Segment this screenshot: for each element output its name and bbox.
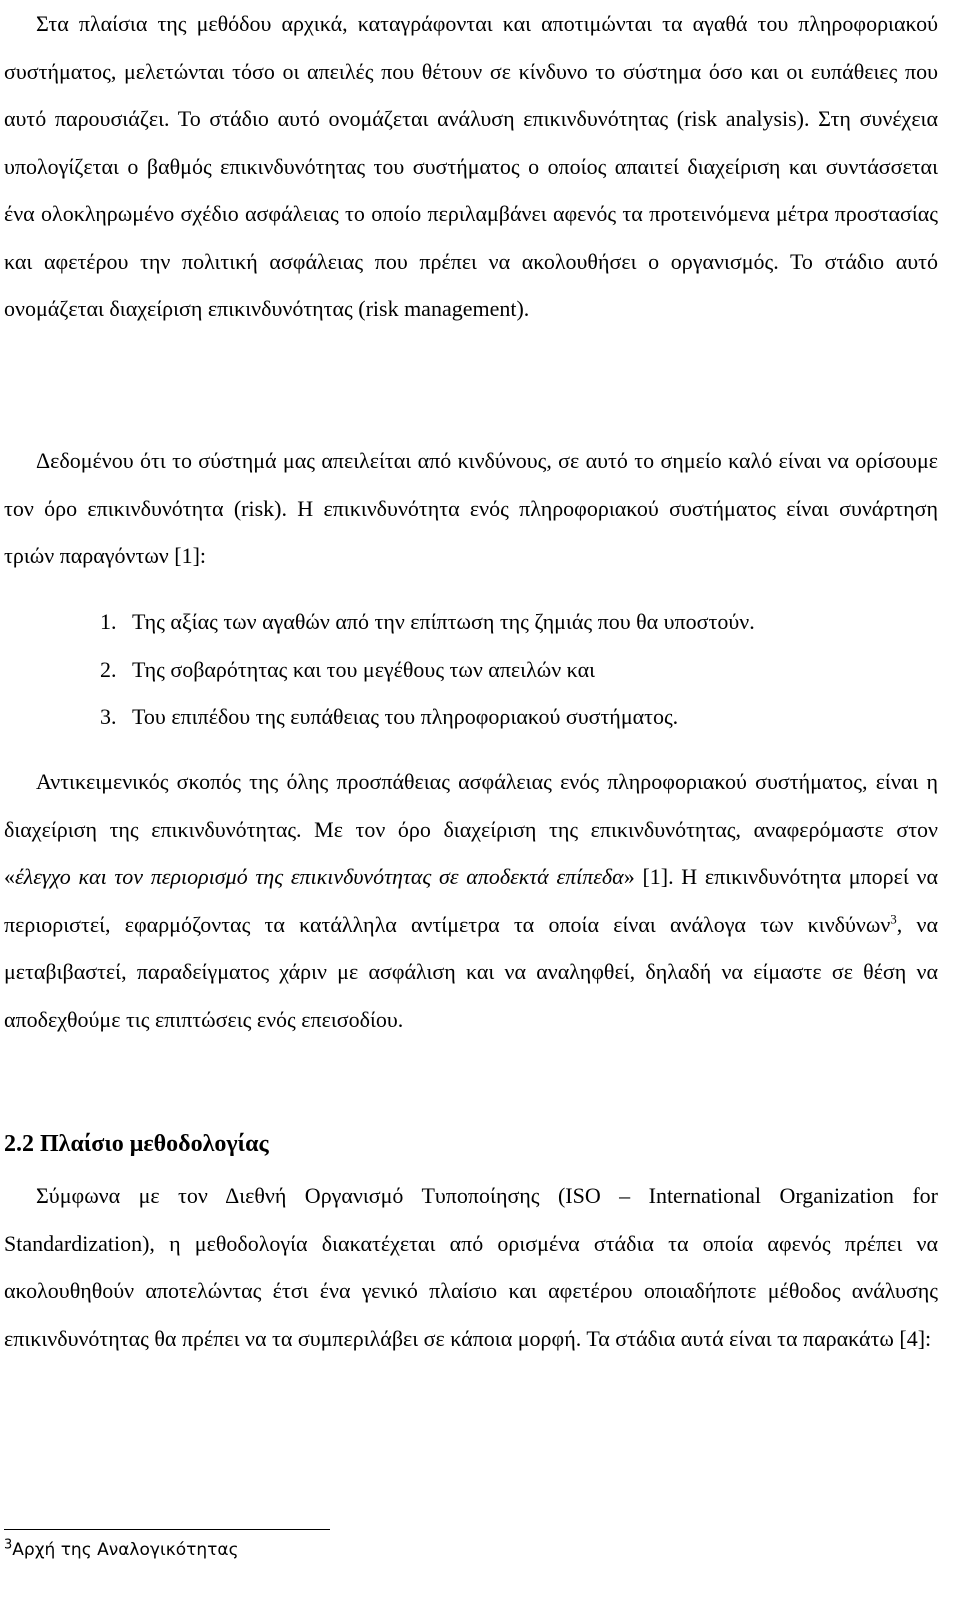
footnote-reference[interactable]: 3 — [890, 911, 897, 927]
risk-factors-list — [100, 598, 755, 741]
list-number: 3. — [100, 704, 117, 729]
paragraph-text: Δεδομένου ότι το σύστημά μας απειλείται από κινδύνους, σε αυτό το σημείο καλό είναι να ορίσουμε τον όρο επικινδυνότητα (risk). Η επικινδυνότητα ενός πληροφοριακού συστήματος είναι συνάρτηση τριών παραγόντων [1]: — [4, 448, 938, 568]
list-item — [100, 693, 755, 741]
paragraph-text: » [1]. Η επικινδυνότητα μπορεί να περιοριστεί, εφαρμόζοντας τα κατάλληλα αντίμετρα τα οποία είναι ανάλογα των κινδύνων — [4, 864, 939, 937]
list-item — [100, 598, 755, 646]
list-number: 1. — [100, 609, 117, 634]
paragraph-risk-management — [4, 758, 938, 1043]
list-text: Της σοβαρότητας και του μεγέθους των απειλών και — [132, 656, 596, 682]
list-text: Της αξίας των αγαθών από την επίπτωση της ζημιάς που θα υποστούν. — [132, 609, 755, 634]
italic-quote: έλεγχο και τον περιορισμό της επικινδυνότητας σε αποδεκτά επίπεδα — [15, 864, 624, 889]
footnote-marker: 3 — [4, 1537, 13, 1553]
paragraph-risk-definition — [4, 437, 938, 580]
paragraph-risk-analysis — [4, 0, 938, 333]
list-number: 2. — [100, 656, 117, 682]
footnote-separator — [4, 1529, 330, 1530]
paragraph-text: Αντικειμενικός σκοπός της όλης προσπάθειας ασφάλειας ενός πληροφοριακού συστήματος, είναι η διαχείριση της επικινδυνότητας. Με τον όρο διαχείριση της επικινδυνότητας, αναφερόμαστε στον « — [4, 769, 938, 889]
list-item — [100, 646, 755, 694]
paragraph-iso-methodology — [4, 1172, 938, 1362]
paragraph-text: Σύμφωνα με τον Διεθνή Οργανισμό Τυποποίησης (ISO – International Organization for Standardization), η μεθοδολογία διακατέχεται από ορισμένα στάδια τα οποία αφενός πρέπει να ακολουθηθούν αποτελώντας έτσι ένα γενικό πλαίσιο και αφετέρου οποιαδήποτε μέθοδος ανάλυσης επικινδυνότητας θα πρέπει να τα συμπεριλάβει σε κάποια μορφή. Τα στάδια αυτά είναι τα παρακάτω [4]: — [4, 1183, 938, 1351]
paragraph-text: Στα πλαίσια της μεθόδου αρχικά, καταγράφονται και αποτιμώνται τα αγαθά του πληροφοριακού συστήματος, μελετώνται τόσο οι απειλές που θέτουν σε κίνδυνο το σύστημα όσο και οι ευπάθειες που αυτό παρουσιάζει. Το στάδιο αυτό ονομάζεται ανάλυση επικινδυνότητας (risk analysis). Στη συνέχεια υπολογίζεται ο βαθμός επικινδυνότητας του συστήματος ο οποίος απαιτεί διαχείριση και συντάσσεται ένα ολοκληρωμένο σχέδιο ασφάλειας το οποίο περιλαμβάνει αφενός τα προτεινόμενα μέτρα προστασίας και αφετέρου την πολιτική ασφάλειας που πρέπει να ακολουθήσει ο οργανισμός. Το στάδιο αυτό ονομάζεται διαχείριση επικινδυνότητας (risk management). — [4, 11, 938, 321]
paragraph-text: , να μεταβιβαστεί, παραδείγματος χάριν με ασφάλιση και να αναληφθεί, δηλαδή να είμαστε σε θέση να αποδεχθούμε τις επιπτώσεις ενός επεισοδίου. — [4, 911, 938, 1032]
footnote — [4, 1538, 239, 1562]
footnote-text: Αρχή της Αναλογικότητας — [12, 1540, 239, 1560]
section-heading: 2.2 Πλαίσιο μεθοδολογίας — [4, 1131, 269, 1157]
list-text: Του επιπέδου της ευπάθειας του πληροφοριακού συστήματος. — [132, 704, 679, 729]
